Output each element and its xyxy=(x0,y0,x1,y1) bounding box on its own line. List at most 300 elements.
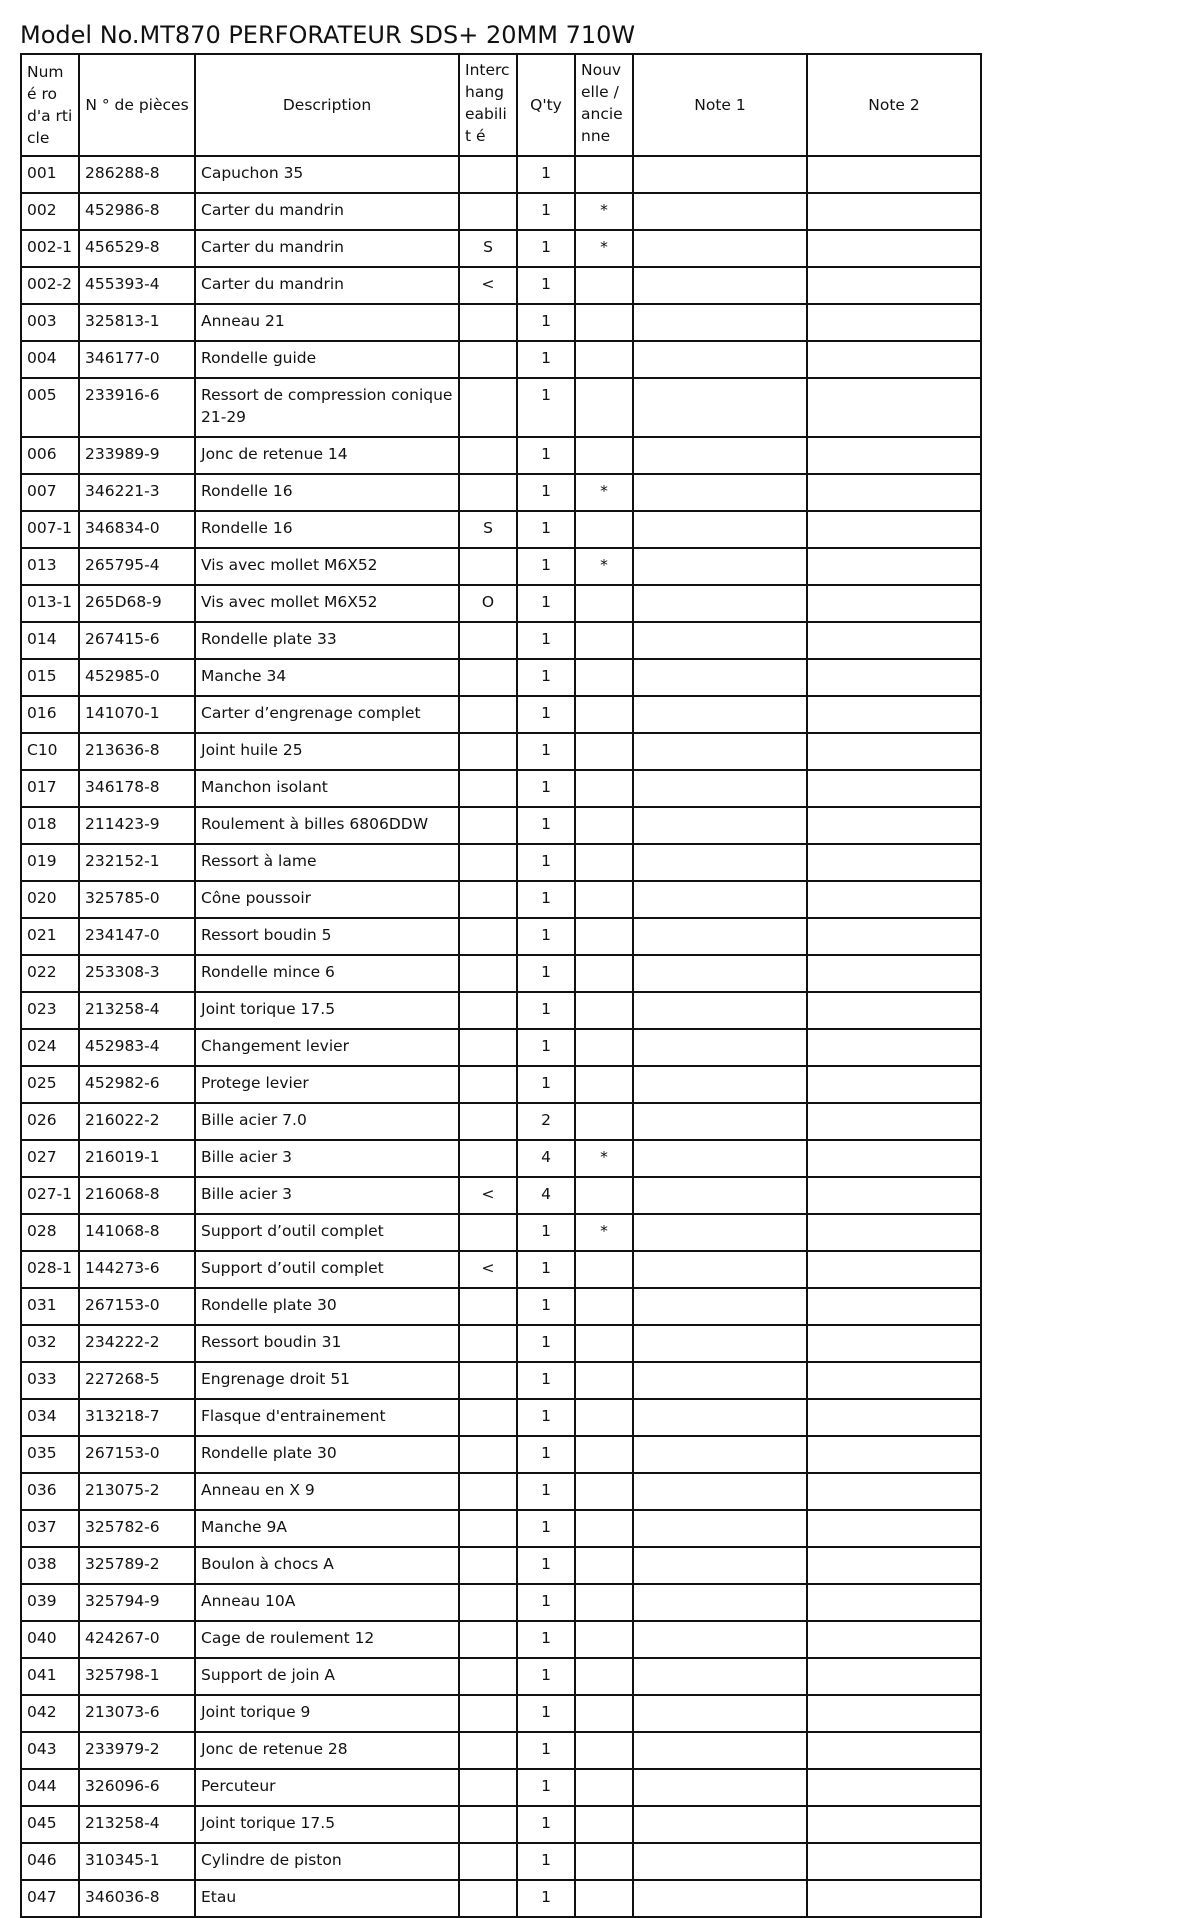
description-cell: Ressort boudin 31 xyxy=(195,1325,459,1362)
qty-cell: 1 xyxy=(517,341,575,378)
item-number-cell: 003 xyxy=(21,304,79,341)
note-1-cell xyxy=(633,1251,807,1288)
new-old-cell xyxy=(575,1362,633,1399)
interchangeability-cell xyxy=(459,1695,517,1732)
interchangeability-cell xyxy=(459,548,517,585)
new-old-cell xyxy=(575,955,633,992)
table-row xyxy=(21,1140,981,1177)
note-1-cell xyxy=(633,1325,807,1362)
table-row xyxy=(21,474,981,511)
item-number-cell: 023 xyxy=(21,992,79,1029)
qty-cell: 2 xyxy=(517,1103,575,1140)
description-cell: Rondelle plate 33 xyxy=(195,622,459,659)
table-row xyxy=(21,1621,981,1658)
qty-cell: 1 xyxy=(517,1029,575,1066)
new-old-cell xyxy=(575,304,633,341)
qty-cell: 4 xyxy=(517,1140,575,1177)
note-2-cell xyxy=(807,1658,981,1695)
item-number-cell: 031 xyxy=(21,1288,79,1325)
table-row xyxy=(21,1251,981,1288)
new-old-cell xyxy=(575,1177,633,1214)
interchangeability-cell xyxy=(459,1584,517,1621)
note-2-cell xyxy=(807,437,981,474)
description-cell: Rondelle 16 xyxy=(195,474,459,511)
new-old-cell xyxy=(575,918,633,955)
table-row xyxy=(21,1695,981,1732)
new-old-cell: * xyxy=(575,548,633,585)
note-2-cell xyxy=(807,1103,981,1140)
part-number-cell: 325785-0 xyxy=(79,881,195,918)
col-header-qty: Q'ty xyxy=(517,54,575,156)
item-number-cell: 037 xyxy=(21,1510,79,1547)
table-row xyxy=(21,955,981,992)
item-number-cell: 043 xyxy=(21,1732,79,1769)
description-cell: Cage de roulement 12 xyxy=(195,1621,459,1658)
note-1-cell xyxy=(633,770,807,807)
qty-cell: 1 xyxy=(517,585,575,622)
note-1-cell xyxy=(633,622,807,659)
description-cell: Boulon à chocs A xyxy=(195,1547,459,1584)
interchangeability-cell xyxy=(459,1658,517,1695)
description-cell: Support d’outil complet xyxy=(195,1214,459,1251)
description-cell: Cône poussoir xyxy=(195,881,459,918)
interchangeability-cell xyxy=(459,1769,517,1806)
part-number-cell: 346036-8 xyxy=(79,1880,195,1917)
qty-cell: 1 xyxy=(517,1806,575,1843)
note-2-cell xyxy=(807,1362,981,1399)
interchangeability-cell xyxy=(459,1510,517,1547)
note-1-cell xyxy=(633,1140,807,1177)
interchangeability-cell: O xyxy=(459,585,517,622)
qty-cell: 1 xyxy=(517,511,575,548)
note-1-cell xyxy=(633,992,807,1029)
item-number-cell: 027-1 xyxy=(21,1177,79,1214)
note-1-cell xyxy=(633,1103,807,1140)
note-2-cell xyxy=(807,1325,981,1362)
item-number-cell: 002-1 xyxy=(21,230,79,267)
interchangeability-cell xyxy=(459,1880,517,1917)
interchangeability-cell xyxy=(459,1362,517,1399)
note-1-cell xyxy=(633,1436,807,1473)
note-1-cell xyxy=(633,193,807,230)
interchangeability-cell: < xyxy=(459,1177,517,1214)
new-old-cell xyxy=(575,844,633,881)
col-header-note-1: Note 1 xyxy=(633,54,807,156)
note-1-cell xyxy=(633,955,807,992)
qty-cell: 1 xyxy=(517,1436,575,1473)
qty-cell: 1 xyxy=(517,1399,575,1436)
table-row xyxy=(21,548,981,585)
part-number-cell: 233916-6 xyxy=(79,378,195,437)
table-row xyxy=(21,622,981,659)
item-number-cell: 021 xyxy=(21,918,79,955)
table-row xyxy=(21,881,981,918)
note-2-cell xyxy=(807,267,981,304)
item-number-cell: 028 xyxy=(21,1214,79,1251)
item-number-cell: 034 xyxy=(21,1399,79,1436)
qty-cell: 1 xyxy=(517,622,575,659)
new-old-cell xyxy=(575,1547,633,1584)
part-number-cell: 233979-2 xyxy=(79,1732,195,1769)
note-2-cell xyxy=(807,1399,981,1436)
note-2-cell xyxy=(807,156,981,193)
description-cell: Anneau 10A xyxy=(195,1584,459,1621)
note-1-cell xyxy=(633,474,807,511)
new-old-cell xyxy=(575,696,633,733)
new-old-cell xyxy=(575,437,633,474)
note-2-cell xyxy=(807,511,981,548)
note-1-cell xyxy=(633,1362,807,1399)
note-2-cell xyxy=(807,1251,981,1288)
note-1-cell xyxy=(633,1399,807,1436)
table-row xyxy=(21,733,981,770)
part-number-cell: 211423-9 xyxy=(79,807,195,844)
item-number-cell: C10 xyxy=(21,733,79,770)
description-cell: Rondelle plate 30 xyxy=(195,1436,459,1473)
note-1-cell xyxy=(633,378,807,437)
note-1-cell xyxy=(633,1029,807,1066)
note-2-cell xyxy=(807,1843,981,1880)
new-old-cell xyxy=(575,156,633,193)
part-number-cell: 213258-4 xyxy=(79,992,195,1029)
item-number-cell: 047 xyxy=(21,1880,79,1917)
note-2-cell xyxy=(807,1732,981,1769)
interchangeability-cell xyxy=(459,1066,517,1103)
table-row xyxy=(21,156,981,193)
note-2-cell xyxy=(807,696,981,733)
description-cell: Carter du mandrin xyxy=(195,267,459,304)
interchangeability-cell xyxy=(459,1806,517,1843)
item-number-cell: 028-1 xyxy=(21,1251,79,1288)
note-2-cell xyxy=(807,1695,981,1732)
new-old-cell xyxy=(575,622,633,659)
item-number-cell: 013-1 xyxy=(21,585,79,622)
description-cell: Rondelle 16 xyxy=(195,511,459,548)
description-cell: Protege levier xyxy=(195,1066,459,1103)
description-cell: Joint huile 25 xyxy=(195,733,459,770)
note-1-cell xyxy=(633,918,807,955)
table-row xyxy=(21,378,981,437)
col-header-interchangeability: Interc hang eabilit é xyxy=(459,54,517,156)
part-number-cell: 346221-3 xyxy=(79,474,195,511)
table-row xyxy=(21,770,981,807)
description-cell: Etau xyxy=(195,1880,459,1917)
table-row xyxy=(21,1658,981,1695)
note-1-cell xyxy=(633,1547,807,1584)
interchangeability-cell xyxy=(459,881,517,918)
note-1-cell xyxy=(633,1732,807,1769)
new-old-cell xyxy=(575,1251,633,1288)
interchangeability-cell: < xyxy=(459,267,517,304)
new-old-cell xyxy=(575,1510,633,1547)
new-old-cell xyxy=(575,659,633,696)
table-row xyxy=(21,1214,981,1251)
note-2-cell xyxy=(807,1806,981,1843)
part-number-cell: 452985-0 xyxy=(79,659,195,696)
part-number-cell: 265795-4 xyxy=(79,548,195,585)
table-row xyxy=(21,437,981,474)
part-number-cell: 213075-2 xyxy=(79,1473,195,1510)
table-row xyxy=(21,511,981,548)
note-1-cell xyxy=(633,1177,807,1214)
note-1-cell xyxy=(633,1695,807,1732)
item-number-cell: 017 xyxy=(21,770,79,807)
item-number-cell: 014 xyxy=(21,622,79,659)
note-2-cell xyxy=(807,1769,981,1806)
interchangeability-cell xyxy=(459,659,517,696)
table-row xyxy=(21,1436,981,1473)
part-number-cell: 253308-3 xyxy=(79,955,195,992)
table-row xyxy=(21,1843,981,1880)
description-cell: Ressort de compression conique 21-29 xyxy=(195,378,459,437)
note-2-cell xyxy=(807,1473,981,1510)
interchangeability-cell xyxy=(459,156,517,193)
item-number-cell: 042 xyxy=(21,1695,79,1732)
qty-cell: 1 xyxy=(517,955,575,992)
description-cell: Joint torique 17.5 xyxy=(195,992,459,1029)
item-number-cell: 016 xyxy=(21,696,79,733)
note-2-cell xyxy=(807,622,981,659)
table-row xyxy=(21,585,981,622)
qty-cell: 1 xyxy=(517,548,575,585)
note-1-cell xyxy=(633,1806,807,1843)
qty-cell: 1 xyxy=(517,1547,575,1584)
description-cell: Manche 34 xyxy=(195,659,459,696)
interchangeability-cell xyxy=(459,304,517,341)
part-number-cell: 227268-5 xyxy=(79,1362,195,1399)
table-row xyxy=(21,1584,981,1621)
part-number-cell: 325813-1 xyxy=(79,304,195,341)
interchangeability-cell xyxy=(459,1621,517,1658)
item-number-cell: 044 xyxy=(21,1769,79,1806)
description-cell: Ressort à lame xyxy=(195,844,459,881)
part-number-cell: 234222-2 xyxy=(79,1325,195,1362)
note-1-cell xyxy=(633,548,807,585)
part-number-cell: 346834-0 xyxy=(79,511,195,548)
interchangeability-cell xyxy=(459,1140,517,1177)
new-old-cell xyxy=(575,1658,633,1695)
part-number-cell: 325794-9 xyxy=(79,1584,195,1621)
part-number-cell: 216022-2 xyxy=(79,1103,195,1140)
table-row xyxy=(21,1732,981,1769)
new-old-cell xyxy=(575,1843,633,1880)
note-2-cell xyxy=(807,807,981,844)
description-cell: Percuteur xyxy=(195,1769,459,1806)
note-2-cell xyxy=(807,1510,981,1547)
item-number-cell: 039 xyxy=(21,1584,79,1621)
new-old-cell xyxy=(575,585,633,622)
qty-cell: 1 xyxy=(517,918,575,955)
col-header-description: Description xyxy=(195,54,459,156)
note-1-cell xyxy=(633,1473,807,1510)
description-cell: Ressort boudin 5 xyxy=(195,918,459,955)
new-old-cell: * xyxy=(575,193,633,230)
qty-cell: 1 xyxy=(517,304,575,341)
qty-cell: 1 xyxy=(517,992,575,1029)
note-2-cell xyxy=(807,659,981,696)
description-cell: Bille acier 3 xyxy=(195,1177,459,1214)
part-number-cell: 216019-1 xyxy=(79,1140,195,1177)
part-number-cell: 346178-8 xyxy=(79,770,195,807)
description-cell: Changement levier xyxy=(195,1029,459,1066)
note-1-cell xyxy=(633,1880,807,1917)
col-header-note-2: Note 2 xyxy=(807,54,981,156)
qty-cell: 1 xyxy=(517,881,575,918)
part-number-cell: 325789-2 xyxy=(79,1547,195,1584)
table-row xyxy=(21,1473,981,1510)
part-number-cell: 213073-6 xyxy=(79,1695,195,1732)
qty-cell: 1 xyxy=(517,1621,575,1658)
part-number-cell: 144273-6 xyxy=(79,1251,195,1288)
qty-cell: 1 xyxy=(517,696,575,733)
note-2-cell xyxy=(807,230,981,267)
note-1-cell xyxy=(633,696,807,733)
interchangeability-cell xyxy=(459,918,517,955)
table-row xyxy=(21,1029,981,1066)
part-number-cell: 213258-4 xyxy=(79,1806,195,1843)
part-number-cell: 456529-8 xyxy=(79,230,195,267)
description-cell: Bille acier 7.0 xyxy=(195,1103,459,1140)
new-old-cell: * xyxy=(575,1214,633,1251)
table-row xyxy=(21,844,981,881)
note-2-cell xyxy=(807,770,981,807)
interchangeability-cell xyxy=(459,696,517,733)
qty-cell: 1 xyxy=(517,437,575,474)
note-2-cell xyxy=(807,1029,981,1066)
table-row xyxy=(21,1362,981,1399)
new-old-cell xyxy=(575,1732,633,1769)
qty-cell: 1 xyxy=(517,1288,575,1325)
new-old-cell xyxy=(575,378,633,437)
item-number-cell: 002-2 xyxy=(21,267,79,304)
item-number-cell: 041 xyxy=(21,1658,79,1695)
note-2-cell xyxy=(807,1621,981,1658)
description-cell: Capuchon 35 xyxy=(195,156,459,193)
note-2-cell xyxy=(807,548,981,585)
table-row xyxy=(21,1103,981,1140)
note-2-cell xyxy=(807,992,981,1029)
part-number-cell: 325782-6 xyxy=(79,1510,195,1547)
interchangeability-cell xyxy=(459,193,517,230)
item-number-cell: 032 xyxy=(21,1325,79,1362)
new-old-cell xyxy=(575,1584,633,1621)
interchangeability-cell: S xyxy=(459,230,517,267)
note-2-cell xyxy=(807,1214,981,1251)
table-row xyxy=(21,807,981,844)
description-cell: Vis avec mollet M6X52 xyxy=(195,548,459,585)
description-cell: Carter d’engrenage complet xyxy=(195,696,459,733)
note-2-cell xyxy=(807,1177,981,1214)
part-number-cell: 325798-1 xyxy=(79,1658,195,1695)
table-row xyxy=(21,1066,981,1103)
part-number-cell: 267415-6 xyxy=(79,622,195,659)
note-2-cell xyxy=(807,955,981,992)
new-old-cell xyxy=(575,1436,633,1473)
description-cell: Flasque d'entrainement xyxy=(195,1399,459,1436)
new-old-cell xyxy=(575,1399,633,1436)
note-1-cell xyxy=(633,511,807,548)
description-cell: Anneau en X 9 xyxy=(195,1473,459,1510)
part-number-cell: 267153-0 xyxy=(79,1436,195,1473)
part-number-cell: 424267-0 xyxy=(79,1621,195,1658)
note-1-cell xyxy=(633,437,807,474)
new-old-cell xyxy=(575,770,633,807)
description-cell: Support d’outil complet xyxy=(195,1251,459,1288)
qty-cell: 1 xyxy=(517,230,575,267)
description-cell: Carter du mandrin xyxy=(195,230,459,267)
qty-cell: 1 xyxy=(517,1510,575,1547)
interchangeability-cell xyxy=(459,733,517,770)
part-number-cell: 213636-8 xyxy=(79,733,195,770)
table-row xyxy=(21,992,981,1029)
item-number-cell: 018 xyxy=(21,807,79,844)
part-number-cell: 452983-4 xyxy=(79,1029,195,1066)
interchangeability-cell xyxy=(459,622,517,659)
description-cell: Rondelle plate 30 xyxy=(195,1288,459,1325)
description-cell: Roulement à billes 6806DDW xyxy=(195,807,459,844)
item-number-cell: 036 xyxy=(21,1473,79,1510)
description-cell: Carter du mandrin xyxy=(195,193,459,230)
interchangeability-cell xyxy=(459,992,517,1029)
part-number-cell: 232152-1 xyxy=(79,844,195,881)
part-number-cell: 310345-1 xyxy=(79,1843,195,1880)
interchangeability-cell xyxy=(459,1732,517,1769)
qty-cell: 1 xyxy=(517,1843,575,1880)
note-2-cell xyxy=(807,918,981,955)
part-number-cell: 326096-6 xyxy=(79,1769,195,1806)
table-row xyxy=(21,1510,981,1547)
interchangeability-cell xyxy=(459,1325,517,1362)
note-2-cell xyxy=(807,378,981,437)
item-number-cell: 020 xyxy=(21,881,79,918)
new-old-cell xyxy=(575,1325,633,1362)
part-number-cell: 346177-0 xyxy=(79,341,195,378)
note-1-cell xyxy=(633,807,807,844)
item-number-cell: 019 xyxy=(21,844,79,881)
note-1-cell xyxy=(633,1584,807,1621)
table-row xyxy=(21,1399,981,1436)
note-2-cell xyxy=(807,304,981,341)
description-cell: Vis avec mollet M6X52 xyxy=(195,585,459,622)
item-number-cell: 024 xyxy=(21,1029,79,1066)
item-number-cell: 013 xyxy=(21,548,79,585)
description-cell: Anneau 21 xyxy=(195,304,459,341)
interchangeability-cell xyxy=(459,1436,517,1473)
note-1-cell xyxy=(633,1658,807,1695)
interchangeability-cell xyxy=(459,844,517,881)
interchangeability-cell xyxy=(459,341,517,378)
description-cell: Joint torique 17.5 xyxy=(195,1806,459,1843)
new-old-cell xyxy=(575,1806,633,1843)
new-old-cell xyxy=(575,1621,633,1658)
new-old-cell xyxy=(575,267,633,304)
note-2-cell xyxy=(807,1547,981,1584)
item-number-cell: 007-1 xyxy=(21,511,79,548)
new-old-cell xyxy=(575,881,633,918)
note-1-cell xyxy=(633,585,807,622)
part-number-cell: 455393-4 xyxy=(79,267,195,304)
qty-cell: 1 xyxy=(517,1695,575,1732)
description-cell: Joint torique 9 xyxy=(195,1695,459,1732)
description-cell: Rondelle guide xyxy=(195,341,459,378)
qty-cell: 1 xyxy=(517,156,575,193)
part-number-cell: 267153-0 xyxy=(79,1288,195,1325)
note-2-cell xyxy=(807,341,981,378)
part-number-cell: 265D68-9 xyxy=(79,585,195,622)
item-number-cell: 033 xyxy=(21,1362,79,1399)
description-cell: Rondelle mince 6 xyxy=(195,955,459,992)
qty-cell: 1 xyxy=(517,1880,575,1917)
